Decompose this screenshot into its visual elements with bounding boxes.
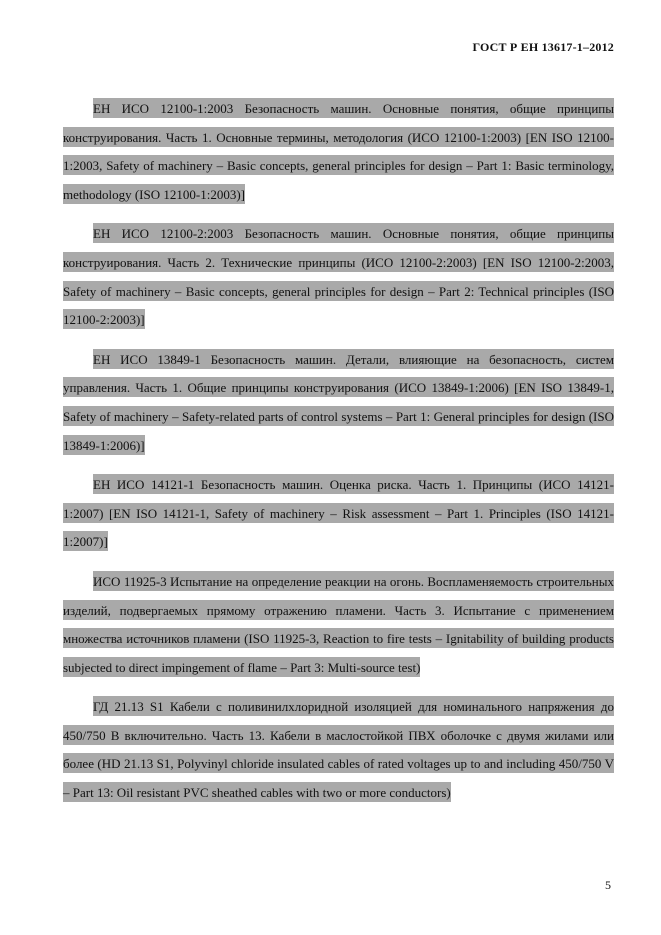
- page-number: 5: [605, 878, 611, 892]
- reference-text-iso-14121-1: ЕН ИСО 14121-1 Безопасность машин. Оценка риска. Часть 1. Принципы (ИСО 14121-1:2007) [EN ISO 14121-1, Safety of machinery – Risk assessment – Part 1. Principles (ISO 14121-1:2007)]: [63, 474, 614, 551]
- reference-text-iso-12100-2: ЕН ИСО 12100-2:2003 Безопасность машин. Основные понятия, общие принципы конструирования. Часть 2. Технические принципы (ИСО 12100-2:2003) [EN ISO 12100-2:2003, Safety of machinery – Basic concepts, general principles for design – Part 2: Technical principles (ISO 12100-2:2003)]: [63, 223, 614, 329]
- reference-item: [63, 220, 614, 334]
- standard-code-header: ГОСТ Р ЕН 13617-1–2012: [472, 40, 614, 54]
- reference-item: [63, 95, 614, 209]
- reference-item: [63, 693, 614, 807]
- reference-text-hd-21-13: ГД 21.13 S1 Кабели с поливинилхлоридной изоляцией для номинального напряжения до 450/750 В включительно. Часть 13. Кабели в маслостойкой ПВХ оболочке с двумя жилами или более (HD 21.13 S1, Polyvinyl chloride insulated cables of rated voltages up to and including 450/750 V – Part 13: Oil resistant PVC sheathed cables with two or more conductors): [63, 696, 614, 802]
- reference-item: [63, 471, 614, 557]
- reference-text-iso-11925-3: ИСО 11925-3 Испытание на определение реакции на огонь. Воспламеняемость строительных изделий, подвергаемых прямому отражению пламени. Часть 3. Испытание с применением множества источников пламени (ISO 11925-3, Reaction to fire tests – Ignitability of building products subjected to direct impingement of flame – Part 3: Multi-source test): [63, 571, 614, 677]
- reference-text-iso-12100-1: ЕН ИСО 12100-1:2003 Безопасность машин. Основные понятия, общие принципы конструирования. Часть 1. Основные термины, методология (ИСО 12100-1:2003) [EN ISO 12100-1:2003, Safety of machinery – Basic concepts, general principles for design – Part 1: Basic terminology, methodology (ISO 12100-1:2003)]: [63, 98, 614, 204]
- reference-text-iso-13849-1: ЕН ИСО 13849-1 Безопасность машин. Детали, влияющие на безопасность, систем управления. Часть 1. Общие принципы конструирования (ИСО 13849-1:2006) [EN ISO 13849-1, Safety of machinery – Safety-related parts of control systems – Part 1: General principles for design (ISO 13849-1:2006)]: [63, 349, 614, 455]
- normative-references-list: [63, 95, 614, 819]
- reference-item: [63, 568, 614, 682]
- reference-item: [63, 346, 614, 460]
